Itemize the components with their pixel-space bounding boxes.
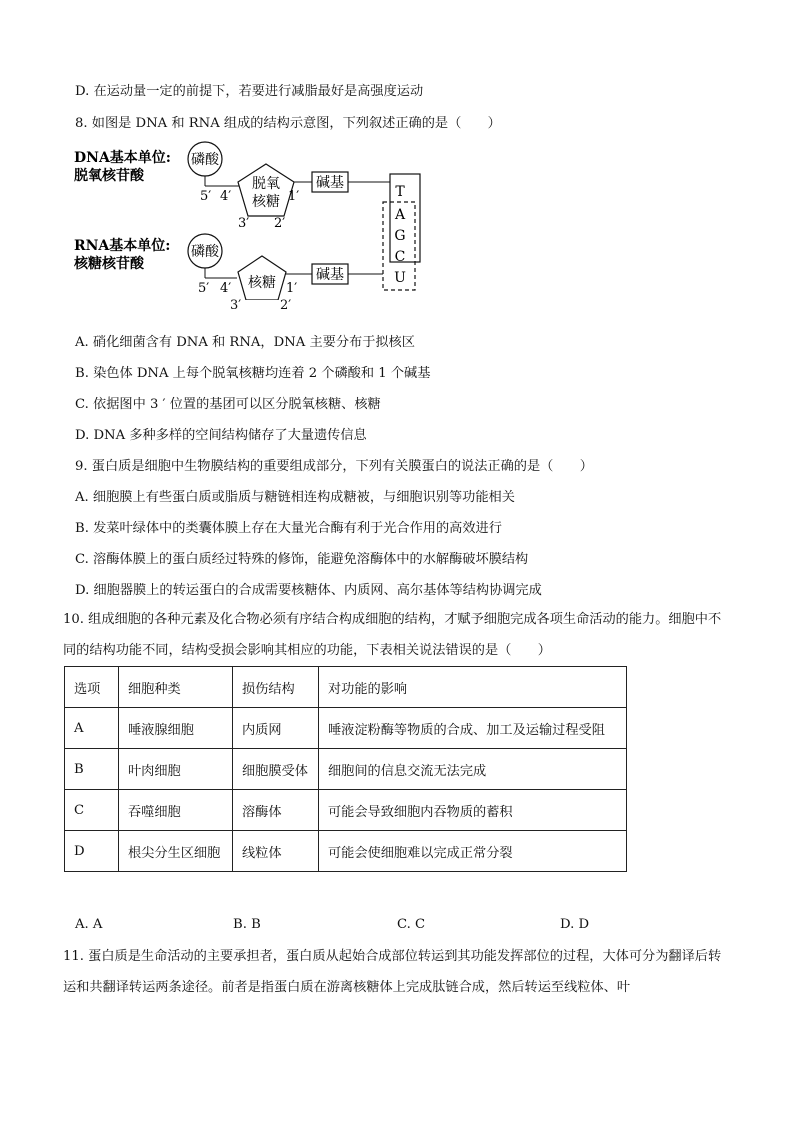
table-cell: 唾液腺细胞 — [119, 708, 233, 749]
table-cell: 线粒体 — [233, 831, 319, 872]
table-cell: 细胞间的信息交流无法完成 — [319, 749, 627, 790]
table-header-row — [65, 667, 627, 708]
deoxyribose-label-2: 核糖 — [252, 194, 280, 210]
rna-phosphate-label: 磷酸 — [191, 244, 219, 260]
q10-option-a: A. A — [75, 917, 103, 932]
q8-option-b: B. 染色体 DNA 上每个脱氧核糖均连着 2 个磷酸和 1 个碱基 — [75, 366, 431, 381]
base-u: U — [394, 270, 406, 286]
table-header-cell: 选项 — [65, 667, 119, 708]
q9-stem: 9. 蛋白质是细胞中生物膜结构的重要组成部分，下列有关膜蛋白的说法正确的是（ ） — [75, 459, 593, 474]
q9-option-d: D. 细胞器膜上的转运蛋白的合成需要核糖体、内质网、高尔基体等结构协调完成 — [75, 583, 542, 598]
dna-base-label: 碱基 — [316, 175, 344, 191]
table-cell: 唾液淀粉酶等物质的合成、加工及运输过程受阻 — [319, 708, 627, 749]
rna-title-line1: RNA基本单位: — [74, 238, 171, 254]
q9-option-b: B. 发菜叶绿体中的类囊体膜上存在大量光合酶有利于光合作用的高效进行 — [75, 521, 502, 536]
table-cell: B — [65, 749, 119, 790]
table-cell: 可能会使细胞难以完成正常分裂 — [319, 831, 627, 872]
q10-option-d: D. D — [560, 917, 590, 932]
q7-option-d: D. 在运动量一定的前提下，若要进行减脂最好是高强度运动 — [75, 84, 424, 99]
table-cell: 根尖分生区细胞 — [119, 831, 233, 872]
base-t: T — [395, 184, 405, 200]
table-cell: 可能会导致细胞内吞物质的蓄积 — [319, 790, 627, 831]
dna-pos-5: 5′ — [200, 189, 212, 204]
q9-option-a: A. 细胞膜上有些蛋白质或脂质与糖链相连构成糖被，与细胞识别等功能相关 — [75, 490, 515, 505]
table-cell: A — [65, 708, 119, 749]
q9-option-c: C. 溶酶体膜上的蛋白质经过特殊的修饰，能避免溶酶体中的水解酶破坏膜结构 — [75, 552, 529, 567]
rna-pos-2: 2′ — [280, 298, 292, 313]
table-cell: 叶肉细胞 — [119, 749, 233, 790]
q10-stem: 10. 组成细胞的各种元素及化合物必须有序结合构成细胞的结构，才赋予细胞完成各项生命活动的能力。细胞中不同的结构功能不同，结构受损会影响其相应的功能，下表相关说法错误的是（ ） — [63, 612, 722, 658]
rna-pos-4: 4′ — [220, 281, 232, 296]
q11-stem: 11. 蛋白质是生命活动的主要承担者，蛋白质从起始合成部位转运到其功能发挥部位的过程，大体可分为翻译后转运和共翻译转运两条途径。前者是指蛋白质在游离核糖体上完成肽链合成，然后转运至线粒体、叶 — [63, 949, 722, 995]
q10-option-b: B. B — [233, 917, 261, 932]
table-cell: 细胞膜受体 — [233, 749, 319, 790]
rna-base-label: 碱基 — [316, 267, 344, 283]
dna-pos-1: 1′ — [288, 189, 300, 204]
table-cell: C — [65, 790, 119, 831]
base-c: C — [394, 249, 406, 265]
table-row — [65, 790, 627, 831]
rna-pos-3: 3′ — [230, 298, 242, 313]
dna-phosphate-label: 磷酸 — [191, 152, 219, 168]
table-header-cell: 损伤结构 — [233, 667, 319, 708]
q8-option-d: D. DNA 多种多样的空间结构储存了大量遗传信息 — [75, 428, 367, 443]
ribose-label: 核糖 — [248, 275, 276, 291]
table-row — [65, 749, 627, 790]
dna-pos-4: 4′ — [220, 189, 232, 204]
table-header-cell: 细胞种类 — [119, 667, 233, 708]
table-header-cell: 对功能的影响 — [319, 667, 627, 708]
table-cell: 溶酶体 — [233, 790, 319, 831]
table-cell: D — [65, 831, 119, 872]
q8-option-a: A. 硝化细菌含有 DNA 和 RNA，DNA 主要分布于拟核区 — [75, 335, 415, 350]
table-cell: 吞噬细胞 — [119, 790, 233, 831]
q10-table — [64, 666, 627, 872]
q8-option-c: C. 依据图中 3 ′ 位置的基团可以区分脱氧核糖、核糖 — [75, 397, 381, 412]
dna-title-line1: DNA基本单位: — [74, 150, 171, 166]
deoxyribose-label-1: 脱氧 — [252, 176, 280, 192]
base-g: G — [394, 228, 406, 244]
table-cell: 内质网 — [233, 708, 319, 749]
base-a: A — [394, 207, 406, 223]
dna-title-line2: 脱氧核苷酸 — [74, 168, 144, 184]
dna-pos-2: 2′ — [274, 216, 286, 231]
table-row — [65, 708, 627, 749]
table-row — [65, 831, 627, 872]
rna-pos-5: 5′ — [198, 281, 210, 296]
rna-title-line2: 核糖核苷酸 — [74, 256, 144, 272]
dna-pos-3: 3′ — [238, 216, 250, 231]
q8-stem: 8. 如图是 DNA 和 RNA 组成的结构示意图，下列叙述正确的是（ ） — [75, 116, 501, 131]
q10-option-c: C. C — [397, 917, 426, 932]
rna-pos-1: 1′ — [286, 281, 298, 296]
dna-rna-structure-diagram — [70, 140, 440, 300]
